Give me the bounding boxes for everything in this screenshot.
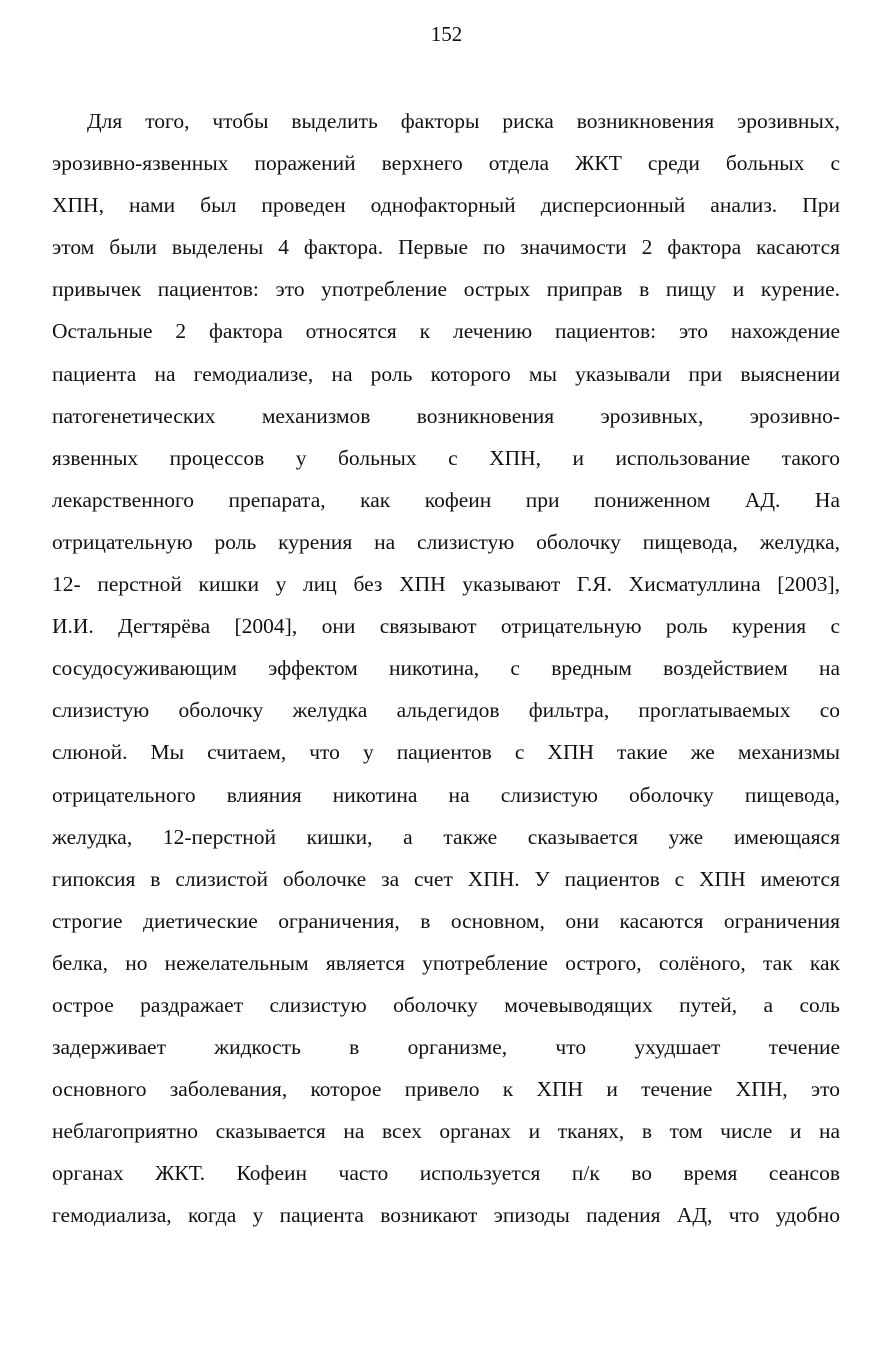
text-line: слюной. Мы считаем, что у пациентов с ХПН такие же механизмы: [52, 740, 840, 765]
text-line: основного заболевания, которое привело к ХПН и течение ХПН, это: [52, 1077, 840, 1102]
text-line: лекарственного препарата, как кофеин при пониженном АД. На: [52, 487, 840, 512]
text-line: желудка, 12-перстной кишки, а также сказывается уже имеющаяся: [52, 824, 840, 849]
text-line: 12- перстной кишки у лиц без ХПН указывают Г.Я. Хисматуллина [2003],: [52, 572, 840, 597]
text-line: гипоксия в слизистой оболочке за счет ХПН. У пациентов с ХПН имеются: [52, 866, 840, 891]
text-line: Остальные 2 фактора относятся к лечению пациентов: это нахождение: [52, 319, 840, 344]
text-line: патогенетических механизмов возникновения эрозивных, эрозивно-: [52, 403, 840, 428]
text-line: ХПН, нами был проведен однофакторный дисперсионный анализ. При: [52, 193, 840, 218]
text-line: белка, но нежелательным является употребление острого, солёного, так как: [52, 950, 840, 975]
page-number: 152: [430, 22, 463, 46]
text-line: органах ЖКТ. Кофеин часто используется п/к во время сеансов: [52, 1161, 840, 1186]
text-line: гемодиализа, когда у пациента возникают эпизоды падения АД, что удобно: [52, 1203, 840, 1228]
text-line: сосудосуживающим эффектом никотина, с вредным воздействием на: [52, 656, 840, 681]
text-line: этом были выделены 4 фактора. Первые по значимости 2 фактора касаются: [52, 235, 840, 260]
body-paragraph: [52, 100, 840, 1237]
text-line: слизистую оболочку желудка альдегидов фильтра, проглатываемых со: [52, 698, 840, 723]
text-line: язвенных процессов у больных с ХПН, и использование такого: [52, 445, 840, 470]
text-line: задерживает жидкость в организме, что ухудшает течение: [52, 1035, 840, 1060]
text-line: Для того, чтобы выделить факторы риска возникновения эрозивных,: [87, 109, 840, 133]
text-line: пациента на гемодиализе, на роль которого мы указывали при выяснении: [52, 361, 840, 386]
text-line: строгие диетические ограничения, в основном, они касаются ограничения: [52, 908, 840, 933]
text-line: отрицательного влияния никотина на слизистую оболочку пищевода,: [52, 782, 840, 807]
text-line: неблагоприятно сказывается на всех органах и тканях, в том числе и на: [52, 1119, 840, 1144]
text-line: отрицательную роль курения на слизистую оболочку пищевода, желудка,: [52, 529, 840, 554]
text-line: привычек пациентов: это употребление острых приправ в пищу и курение.: [52, 277, 840, 302]
text-line: эрозивно-язвенных поражений верхнего отдела ЖКТ среди больных с: [52, 151, 840, 176]
text-line: И.И. Дегтярёва [2004], они связывают отрицательную роль курения с: [52, 614, 840, 639]
text-line: острое раздражает слизистую оболочку мочевыводящих путей, а соль: [52, 992, 840, 1017]
